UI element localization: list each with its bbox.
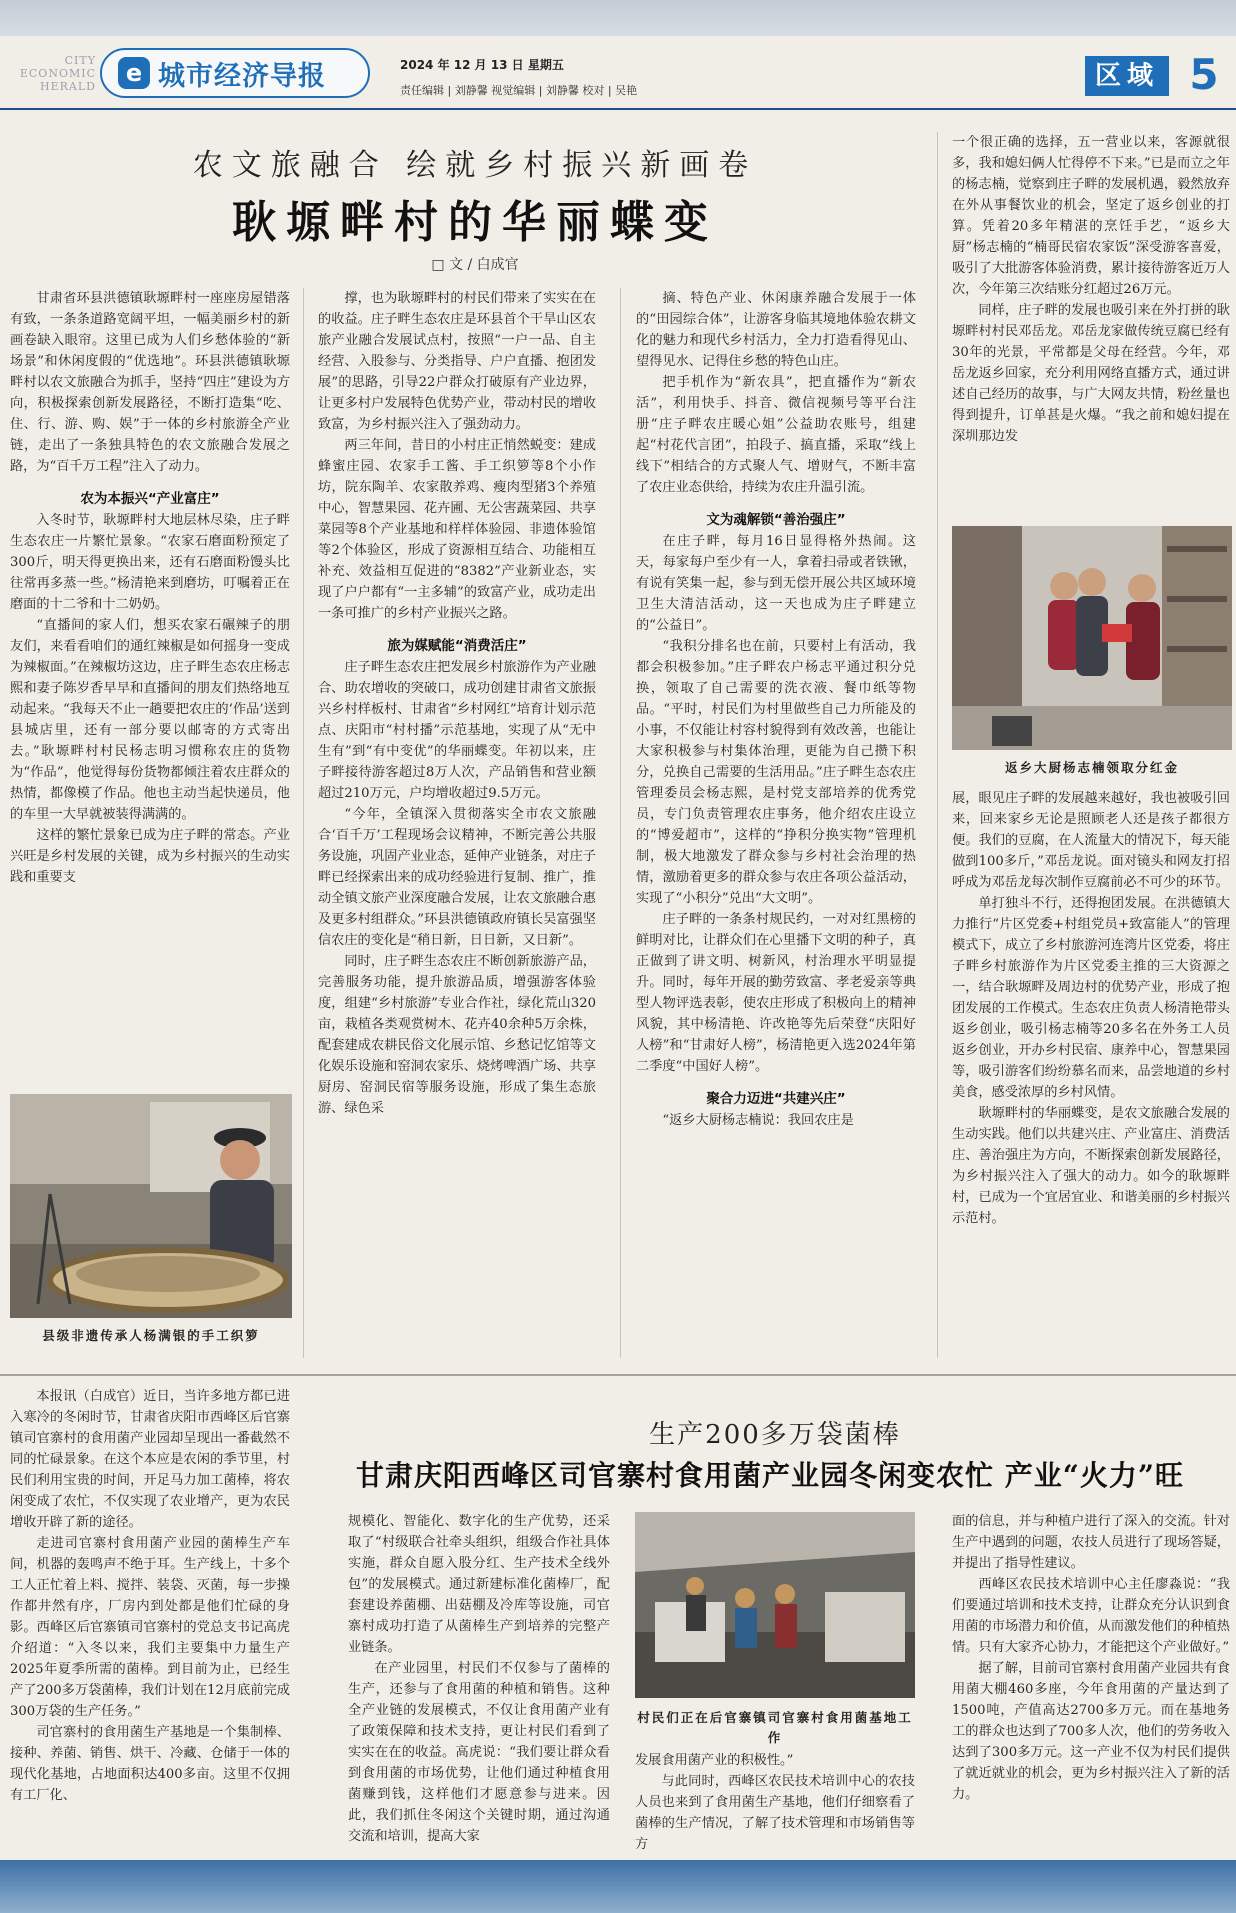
article-separator (0, 1374, 1236, 1376)
article1-column-4-top (952, 132, 1230, 520)
column-divider (937, 132, 938, 1358)
photo-artisan-weaving (10, 1094, 292, 1318)
article2-kicker: 生产200多万袋菌棒 (649, 1420, 901, 1450)
subheading: 文为魂解锁“善治强庄” (706, 512, 846, 528)
paragraph: “今年，全镇深入贯彻落实全市农文旅融合‘百千万’工程现场会议精神，不断完善公共服务设施，巩固产业业态，延伸产业链条，对庄子畔已经探索出来的成功经验进行复制、推广，推动全镇文旅产业深度融合发展，让农文旅融合惠及更多村组群众。”环县洪德镇政府镇长吴富强坚信农庄的变化是“稍日新，日日新，又日新”。 (318, 807, 596, 948)
paragraph: 同样，庄子畔的发展也吸引来在外打拼的耿塬畔村村民邓岳龙。邓岳龙家做传统豆腐已经有30年的光景，平常都是父母在经营。今年，邓岳龙返乡回家，充分利用网络直播方式，通过讲述自己经历的故事，与广大网友共情，粉丝量也得到提升，订单甚是火爆。“我之前和媳妇提在深圳那边发 (952, 303, 1230, 444)
editors-line: 责任编辑 | 刘静馨 视觉编辑 | 刘静馨 校对 | 吴艳 (400, 84, 638, 97)
paragraph: 单打独斗不行，还得抱团发展。在洪德镇大力推行“片区党委+村组党员+致富能人”的管理模式下，成立了乡村旅游河连湾片区党委，将庄子畔乡村旅游作为片区党委主推的三大资源之一，结合耿塬畔及周边村的优势产业，形成了抱团发展的工作模式。生态农庄负责人杨清艳带头返乡创业，吸引杨志楠等20多名在外务工人员返乡创业，开办乡村民宿、康养中心，智慧果园等，吸引游客们纷纷慕名而来，品尝地道的乡村美食，感受浓厚的乡村风情。 (952, 896, 1230, 1100)
paragraph: 司官寨村的食用菌生产基地是一个集制棒、接种、养菌、销售、烘干、冷藏、仓储于一体的现代化基地，占地面积达400多亩。这里不仅拥有工厂化、 (10, 1725, 290, 1803)
paragraph: “我积分排名也在前，只要村上有活动，我都会积极参加。”庄子畔农户杨志平通过积分兑换，领取了自己需要的洗衣液、餐巾纸等物品。“平时，村民们为村里做些自己力所能及的小事，不仅能让村容村貌得到有效改善，也能让大家积极参与村集体治理，更能为自己攒下积分，兑换自己需要的生活用品。”庄子畔生态农庄管理委员会杨志熙，是村党支部培养的优秀党员，专门负责管理农庄事务，他介绍农庄设立的“博爱超市”，这样的“挣积分换实物”管理机制，极大地激发了群众参与乡村社会治理的热情，激励着更多的群众参与农庄各项公益活动，实现了“小积分”兑出“大文明”。 (636, 639, 916, 906)
paragraph: 发展食用菌产业的积极性。” (635, 1753, 794, 1768)
article1-byline: □ 文 / 白成官 (431, 257, 519, 273)
window-bottom-strip (0, 1860, 1236, 1913)
issue-date: 2024 年 12 月 13 日 星期五 (400, 58, 564, 72)
photo-mushroom-base (635, 1512, 915, 1698)
paragraph: 与此同时，西峰区农民技术培训中心的农技人员也来到了食用菌生产基地，他们仔细察看了菌棒的生产情况，了解了技术管理和市场销售等方 (635, 1774, 915, 1852)
article2-column-3 (635, 1750, 915, 1856)
photo-chef-dividend (952, 526, 1232, 750)
paragraph: “直播间的家人们，想买农家石碾辣子的朋友们，来看看咱们的通红辣椒是如何摇身一变成为辣椒面。”在辣椒坊这边，庄子畔生态农庄杨志熙和妻子陈岁香早早和直播间的朋友们热络地互动起来。“我每天不止一趟要把农庄的‘作品’送到县城店里，还有一部分要以邮寄的方式寄出去。”耿塬畔村村民杨志明习惯称农庄的货物为“作品”，他觉得每份货物都倾注着农庄群众的热情，都像模了作品。他也主动当起快递员，他的车里一大早就被装得满满的。 (10, 618, 290, 822)
paragraph: 两三年间，昔日的小村庄正悄然蜕变：建成蜂蜜庄园、农家手工酱、手工织箩等8个小作坊，院东陶羊、农家散养鸡、瘦肉型猪3个养殖中心，智慧果园、花卉圃、无公害蔬菜园、共享菜园等8个产业基地和样样体验园、非遗体验馆等2个体验区，形成了资源相互结合、功能相互补充、效益相互促进的“8382”产业新业态，实现了户户都有“一主多辅”的致富产业，成功走出一条可推广的乡村产业振兴之路。 (318, 438, 596, 621)
photo2-caption: 返乡大厨杨志楠领取分红金 (1004, 760, 1179, 775)
photo1-caption: 县级非遗传承人杨满银的手工织箩 (42, 1328, 260, 1343)
paragraph: 甘肃省环县洪德镇耿塬畔村一座座房屋错落有致，一条条道路宽阔平坦，一幅美丽乡村的新画卷缺入眼帘。这里已成为人们乡愁体验的“新场景”和休闲度假的“优选地”。环县洪德镇耿塬畔村以农文旅融合为抓手，坚持“四庄”建设为方向，积极探索创新发展路径，不断打造集“吃、住、行、游、购、娱”于一体的乡村旅游全产业链，走出了一条独具特色的农文旅融合发展之路，为“百千万工程”注入了动力。 (10, 291, 290, 474)
section-label: 区域 (1085, 56, 1169, 96)
article2-column-1 (10, 1386, 290, 1856)
logo-e-icon: e (118, 57, 150, 89)
article1-column-3 (636, 288, 916, 1358)
paragraph: 本报讯（白成官）近日，当许多地方都已进入寒冷的冬闲时节，甘肃省庆阳市西峰区后官寨镇司官寨村的食用菌产业园却呈现出一番截然不同的忙碌景象。在这个本应是农闲的季节里，村民们利用宝贵的时间，开足马力加工菌棒，将农闲变成了农忙，不仅实现了农业增产，更为农民增收开辟了新的途径。 (10, 1389, 290, 1530)
article1-headline: 耿塬畔村的华丽蝶变 (232, 197, 718, 248)
paragraph: 把手机作为“新农具”，把直播作为“新农活”，利用快手、抖音、微信视频号等平台注册“庄子畔农庄暖心姐”公益助农账号，组建起“村花代言团”，拍段子、搞直播，采取“线上线下”相结合的方式聚人气、增财气，不断丰富了农庄业态供给，持续为农庄升温引流。 (636, 375, 916, 495)
paragraph: 入冬时节，耿塬畔村大地层林尽染，庄子畔生态农庄一片繁忙景象。“农家石磨面粉预定了300斤，明天得更换出来，还有石磨面粉馒头比往常再多蒸一些。”杨清艳来到磨坊，叮嘱着正在磨面的十二爷和十二奶奶。 (10, 513, 290, 612)
paragraph: 耿塬畔村的华丽蝶变，是农文旅融合发展的生动实践。他们以共建兴庄、产业富庄、消费活庄、善治强庄为方向，不断探索创新发展路径，为乡村振兴注入了强大的动力。如今的耿塬畔村，已成为一个宜居宜业、和谐美丽的乡村振兴示范村。 (952, 1106, 1230, 1226)
masthead-english-name: CITY ECONOMIC HERALD (19, 54, 96, 93)
paragraph: 面的信息，并与种植户进行了深入的交流。针对生产中遇到的问题，农技人员进行了现场答疑，并提出了指导性建议。 (952, 1514, 1230, 1571)
photo3-caption: 村民们正在后官寨镇司官寨村食用菌基地工作 (637, 1710, 913, 1745)
column-divider (303, 288, 304, 1358)
paragraph: 规模化、智能化、数字化的生产优势，还采取了“村级联合社牵头组织，组级合作社具体实施，群众自愿入股分红、生产技术全线外包”的发展模式。通过新建标准化菌棒厂，配套建设养菌棚、出菇棚及冷库等设施，司官寨村成功打造了从菌棒生产到培养的完整产业链条。 (348, 1514, 610, 1655)
article2-headline: 甘肃庆阳西峰区司官寨村食用菌产业园冬闲变农忙 产业“火力”旺 (356, 1459, 1184, 1492)
subheading: 聚合力迈进“共建兴庄” (706, 1091, 846, 1107)
paragraph: 展，眼见庄子畔的发展越来越好，我也被吸引回来，回来家乡无论是照顾老人还是孩子都很方便。我们的豆腐，在人流量大的情况下，每天能做到100多斤，”邓岳龙说。面对镜头和网友打招呼成为邓岳龙每次制作豆腐前必不可少的环节。 (952, 791, 1230, 890)
article1-column-4-bottom (952, 788, 1230, 1360)
paragraph: 据了解，目前司官寨村食用菌产业园共有食用菌大棚460多座，今年食用菌的产量达到了1500吨，产值高达2700多万元。而在基地务工的群众也达到了700多人次，他们的劳务收入达到了300多万元。这一产业不仅为村民们提供了就近就业的机会，更为乡村振兴注入了新的活力。 (952, 1661, 1230, 1802)
page-number: 5 (1189, 50, 1219, 99)
paragraph: 同时，庄子畔生态农庄不断创新旅游产品，完善服务功能，提升旅游品质，增强游客体验度，组建“乡村旅游”专业合作社，绿化荒山320亩，栽植各类观赏树木、花卉40余种5万余株，配套建成农耕民俗文化展示馆、乡愁记忆馆等文化娱乐设施和窑洞农家乐、烧烤啤酒广场、共享厨房、窑洞民宿等服务设施，形成了集生态旅游、绿色采 (318, 954, 596, 1116)
paragraph: 庄子畔的一条条村规民约，一对对红黑榜的鲜明对比，让群众们在心里播下文明的种子，真正做到了讲文明、树新风，村治理水平明显提升。同时，每年开展的勤劳致富、孝老爱亲等典型人物评选表彰，使农庄形成了积极向上的精神风貌，其中杨清艳、许改艳等先后荣登“庆阳好人榜”和“甘肃好人榜”，杨清艳更入选2024年第二季度“中国好人榜”。 (636, 912, 916, 1074)
column-divider (620, 288, 621, 1358)
paragraph: 庄子畔生态农庄把发展乡村旅游作为产业融合、助农增收的突破口，成功创建甘肃省文旅振兴乡村样板村、甘肃省“乡村网红”培育计划示范点、庆阳市“村村播”示范基地，实现了从“无中生有”到“有中变优”的华丽蝶变。年初以来，庄子畔接待游客超过8万人次，产品销售和营业额超过210万元，户均增收超过9.5万元。 (318, 660, 596, 801)
newspaper-page (0, 36, 1236, 1860)
paragraph: 西峰区农民技术培训中心主任廖淼说：“我们要通过培训和技术支持，让群众充分认识到食用菌的市场潜力和价值，从而激发他们的种植热情。只有大家齐心协力，才能把这个产业做好。” (952, 1577, 1230, 1655)
window-top-strip (0, 0, 1236, 36)
newspaper-name: 城市经济导报 (158, 60, 326, 92)
photo-artisan-illustration (10, 1094, 292, 1318)
photo-mushroom-illustration (635, 1512, 915, 1698)
masthead (0, 36, 1236, 110)
paragraph: 这样的繁忙景象已成为庄子畔的常态。产业兴旺是乡村发展的关键，成为乡村振兴的生动实践和重要支 (10, 828, 290, 885)
paragraph: 撑，也为耿塬畔村的村民们带来了实实在在的收益。庄子畔生态农庄是环县首个干旱山区农旅产业融合发展试点村，按照“一户一品、自主经营、入股参与、分类指导、户户直播、抱团发展”的思路，引导22户群众打破原有产业边界，让更多村户发展特色优势产业，带动村民的增收致富，为乡村振兴注入了强劲动力。 (318, 291, 596, 432)
article2-column-4 (952, 1511, 1230, 1856)
subheading: 旅为媒赋能“消费活庄” (387, 638, 527, 654)
article1-column-1 (10, 288, 290, 1058)
paragraph: “返乡大厨杨志楠说：我回农庄是 (662, 1113, 854, 1128)
subheading: 农为本振兴“产业富庄” (80, 491, 220, 507)
article1-kicker: 农文旅融合 绘就乡村振兴新画卷 (192, 148, 758, 183)
paragraph: 在庄子畔，每月16日显得格外热闹。这天，每家每户至少有一人，拿着扫帚或者铁锹，有说有笑集一起，参与到无偿开展公共区域环境卫生大清洁活动，这一天也成为庄子畔建立的“公益日”。 (636, 534, 916, 633)
article2-column-2 (348, 1511, 610, 1856)
paragraph: 摘、特色产业、休闲康养融合发展于一体的“田园综合体”，让游客身临其境地体验农耕文化的魅力和现代乡村活力，全力打造看得见山、望得见水、记得住乡愁的特色山庄。 (636, 291, 916, 369)
paragraph: 在产业园里，村民们不仅参与了菌棒的生产，还参与了食用菌的种植和销售。这种全产业链的发展模式，不仅让食用菌产业有了政策保障和技术支持，更让村民们看到了实实在在的收益。高虎说：“我们要让群众看到食用菌的市场优势，让他们通过种植食用菌赚到钱，这样他们才愿意参与进来。因此，我们抓住冬闲这个关键时期，通过沟通交流和培训，提高大家 (348, 1661, 610, 1844)
newspaper-logo (100, 48, 370, 98)
paragraph: 一个很正确的选择，五一营业以来，客源就很多，我和媳妇俩人忙得停不下来。”已是而立之年的杨志楠，觉察到庄子畔的发展机遇，毅然放弃在外从事餐饮业的机会，坚定了返乡创业的打算。凭着20多年精湛的烹饪手艺，“返乡大厨”杨志楠的“楠哥民宿农家饭”深受游客喜爱，吸引了大批游客体验消费，累计接待游客近万人次，今年第三次结账分红超过26万元。 (952, 135, 1230, 297)
photo-chef-illustration (952, 526, 1232, 750)
article1-column-2 (318, 288, 596, 1358)
paragraph: 走进司官寨村食用菌产业园的菌棒生产车间，机器的轰鸣声不绝于耳。生产线上，十多个工人正忙着上料、搅拌、装袋、灭菌，每一步操作都井然有序，厂房内到处都是他们忙碌的身影。西峰区后官寨镇司官寨村的党总支书记高虎介绍道：“入冬以来，我们主要集中力量生产2025年夏季所需的菌棒。到目前为止，已经生产了200多万袋菌棒，我们计划在12月底前完成300万袋的生产任务。” (10, 1536, 290, 1719)
